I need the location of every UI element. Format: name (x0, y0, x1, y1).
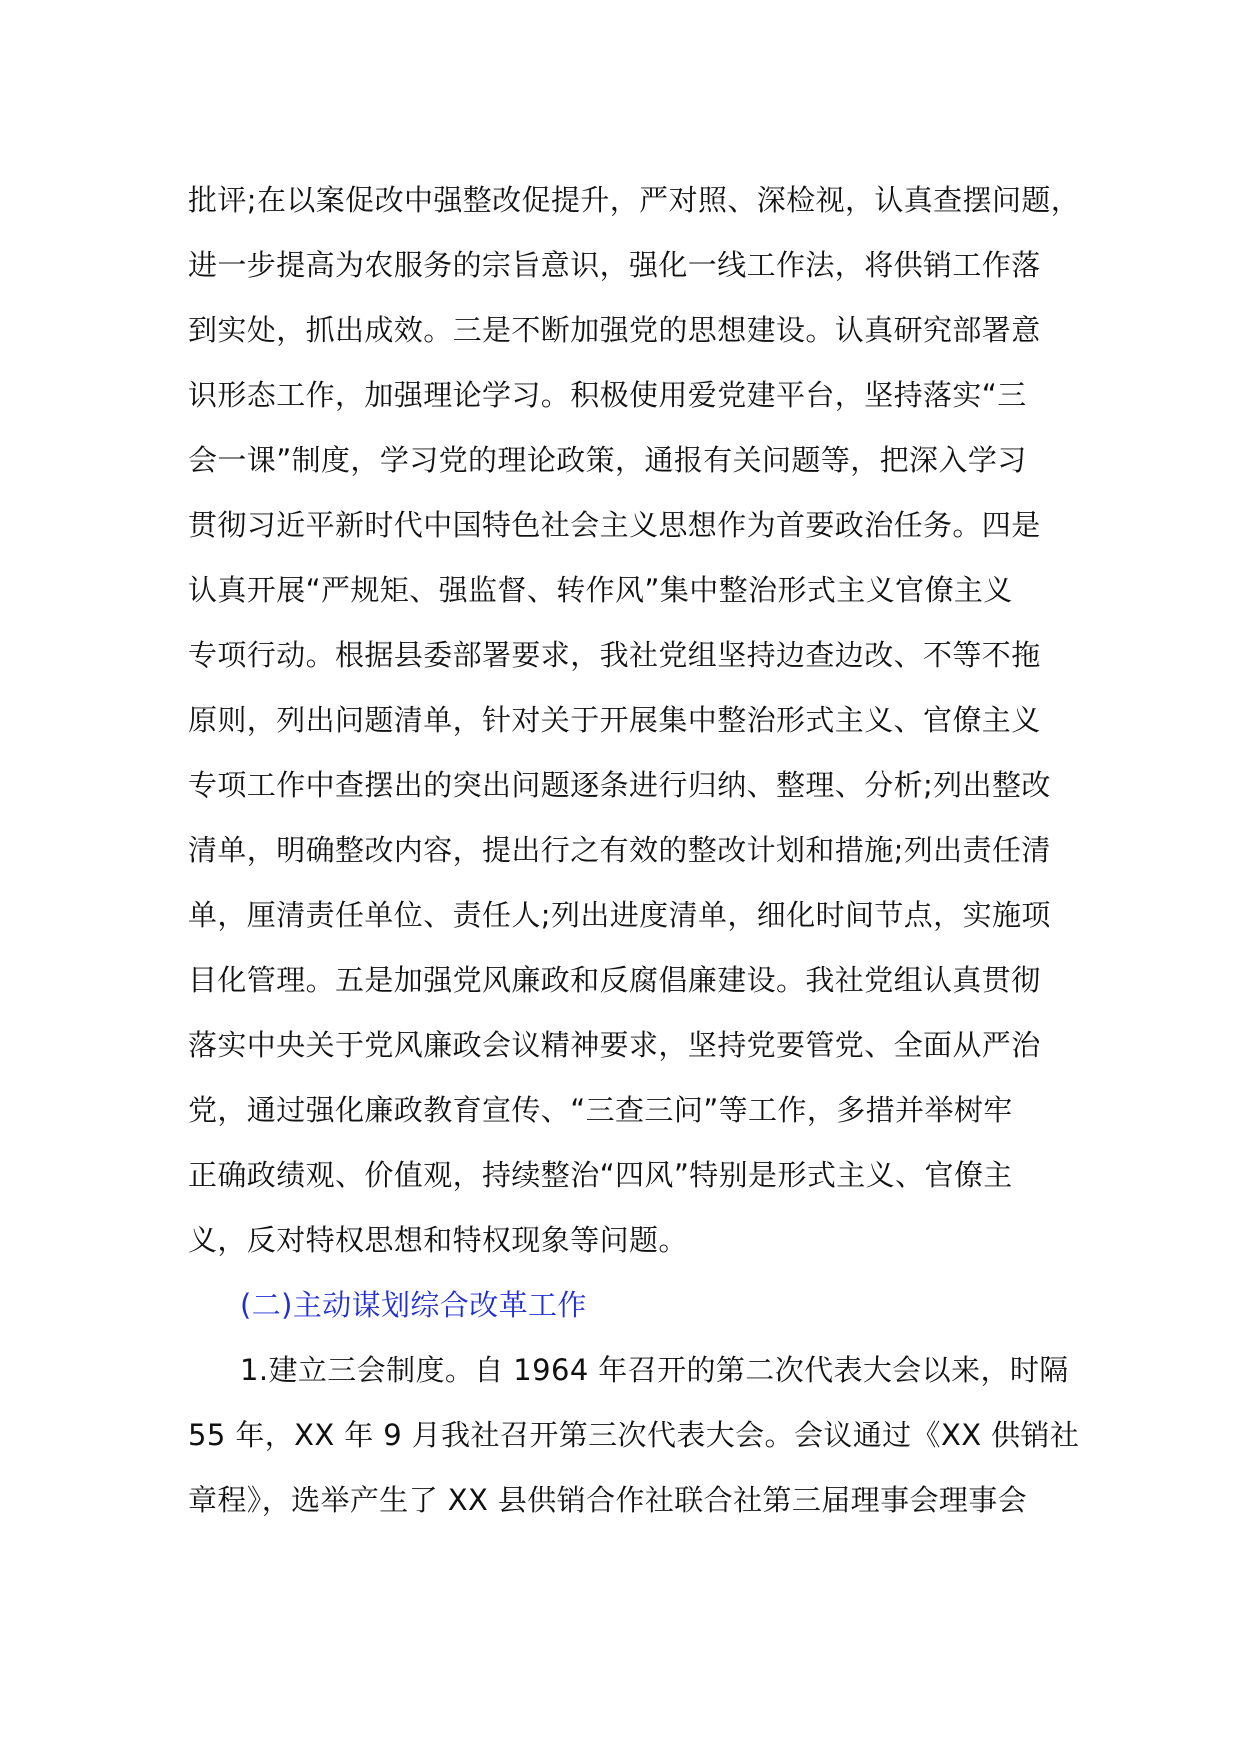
paragraph-line: 正确政绩观、价值观，持续整治“四风”特别是形式主义、官僚主 (188, 1158, 1013, 1192)
paragraph-line: 进一步提高为农服务的宗旨意识，强化一线工作法，将供销工作落 (188, 248, 1041, 282)
paragraph-line: 专项行动。根据县委部署要求，我社党组坚持边查边改、不等不拖 (188, 638, 1041, 672)
paragraph-line: 义，反对特权思想和特权现象等问题。 (188, 1223, 688, 1257)
paragraph-line: 会一课”制度，学习党的理论政策，通报有关问题等，把深入学习 (188, 443, 1027, 477)
paragraph-line: 到实处，抓出成效。三是不断加强党的思想建设。认真研究部署意 (188, 313, 1041, 347)
section-heading: (二)主动谋划综合改革工作 (240, 1288, 587, 1322)
paragraph-line: 原则，列出问题清单，针对关于开展集中整治形式主义、官僚主义 (188, 703, 1041, 737)
document-body (188, 168, 1081, 1533)
section-paragraph-line: 章程》，选举产生了 XX 县供销合作社联合社第三届理事会理事会 (188, 1483, 1028, 1517)
paragraph-line: 批评;在以案促改中强整改促提升，严对照、深检视，认真查摆问题， (188, 183, 1081, 217)
paragraph-line: 识形态工作，加强理论学习。积极使用爱党建平台，坚持落实“三 (188, 378, 1027, 412)
section-paragraph-line: 1.建立三会制度。自 1964 年召开的第二次代表大会以来，时隔 (240, 1353, 1069, 1387)
paragraph-line: 单，厘清责任单位、责任人;列出进度清单，细化时间节点，实施项 (188, 898, 1051, 932)
paragraph-line: 认真开展“严规矩、强监督、转作风”集中整治形式主义官僚主义 (188, 573, 1013, 607)
paragraph-line: 目化管理。五是加强党风廉政和反腐倡廉建设。我社党组认真贯彻 (188, 963, 1041, 997)
section-paragraph-line: 55 年，XX 年 9 月我社召开第三次代表大会。会议通过《XX 供销社 (188, 1418, 1080, 1452)
paragraph-line: 清单，明确整改内容，提出行之有效的整改计划和措施;列出责任清 (188, 833, 1051, 867)
paragraph-line: 贯彻习近平新时代中国特色社会主义思想作为首要政治任务。四是 (188, 508, 1041, 542)
paragraph-line: 党，通过强化廉政教育宣传、“三查三问”等工作，多措并举树牢 (188, 1093, 1013, 1127)
paragraph-line: 落实中央关于党风廉政会议精神要求，坚持党要管党、全面从严治 (188, 1028, 1041, 1062)
paragraph-line: 专项工作中查摆出的突出问题逐条进行归纳、整理、分析;列出整改 (188, 768, 1051, 802)
